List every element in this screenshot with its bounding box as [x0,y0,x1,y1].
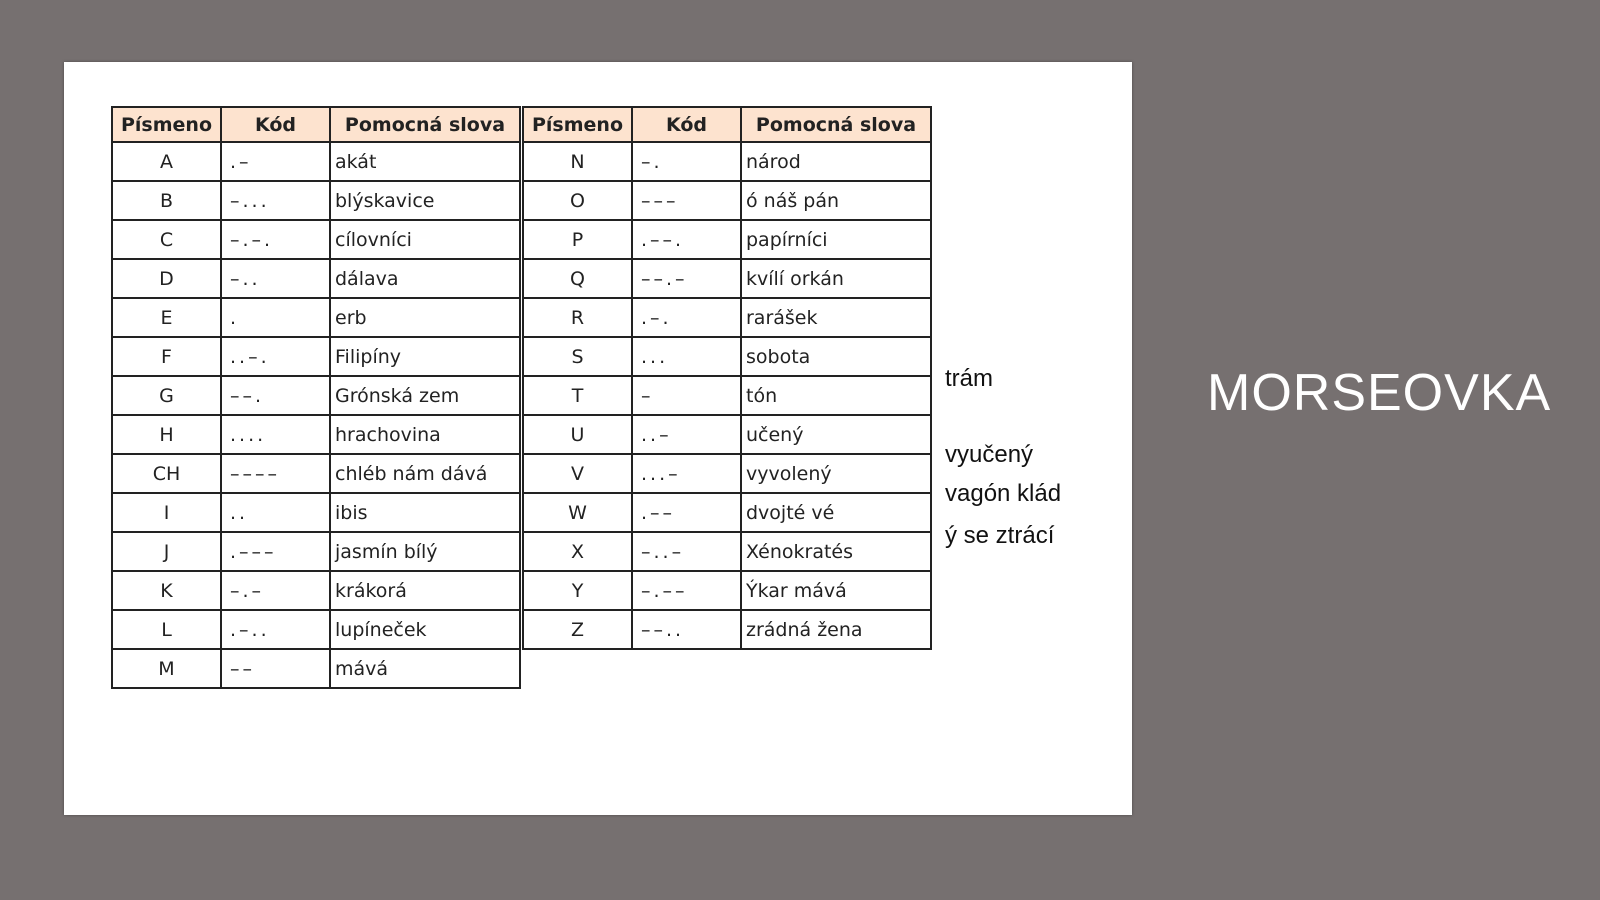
letter-cell: M [112,649,221,688]
letter-cell: G [112,376,221,415]
mnemonic-word-cell: Grónská zem [330,376,520,415]
mnemonic-word-cell: učený [741,415,931,454]
letter-cell: J [112,532,221,571]
morse-code-cell: –. [632,142,741,181]
header-word: Pomocná slova [741,107,931,142]
morse-table-right [522,106,932,650]
mnemonic-word-cell: akát [330,142,520,181]
table-row [112,142,520,181]
mnemonic-word-cell: sobota [741,337,931,376]
mnemonic-word-cell: hrachovina [330,415,520,454]
mnemonic-word-cell: cílovníci [330,220,520,259]
letter-cell: N [523,142,632,181]
table-row [112,532,520,571]
table-row [112,571,520,610]
letter-cell: X [523,532,632,571]
letter-cell: O [523,181,632,220]
morse-code-cell: .–. [632,298,741,337]
morse-code-cell: ..–. [221,337,330,376]
mnemonic-word-cell: vyvolený [741,454,931,493]
table-header-row [523,107,931,142]
morse-code-cell: – [632,376,741,415]
mnemonic-word-cell: rarášek [741,298,931,337]
morse-code-cell: ... [632,337,741,376]
morse-code-cell: ––.– [632,259,741,298]
note-vagon-klad: vagón klád [945,480,1062,507]
table-header-row [112,107,520,142]
letter-cell: V [523,454,632,493]
table-row [523,337,931,376]
mnemonic-word-cell: Filipíny [330,337,520,376]
letter-cell: W [523,493,632,532]
mnemonic-word-cell: dálava [330,259,520,298]
morse-code-cell: .– [221,142,330,181]
morse-code-cell: ..– [632,415,741,454]
table-row [523,181,931,220]
letter-cell: F [112,337,221,376]
morse-code-cell: –.. [221,259,330,298]
letter-cell: K [112,571,221,610]
letter-cell: B [112,181,221,220]
mnemonic-word-cell: blýskavice [330,181,520,220]
table-row [112,415,520,454]
header-word: Pomocná slova [330,107,520,142]
letter-cell: U [523,415,632,454]
mnemonic-word-cell: dvojté vé [741,493,931,532]
mnemonic-word-cell: krákorá [330,571,520,610]
mnemonic-word-cell: mává [330,649,520,688]
table-row [112,376,520,415]
morse-code-cell: .. [221,493,330,532]
letter-cell: Y [523,571,632,610]
letter-cell: Q [523,259,632,298]
table-row [523,454,931,493]
mnemonic-word-cell: erb [330,298,520,337]
table-row [112,220,520,259]
morse-code-cell: .––. [632,220,741,259]
table-row [523,532,931,571]
slide-card [64,62,1132,815]
morse-code-cell: .–– [632,493,741,532]
letter-cell: H [112,415,221,454]
letter-cell: R [523,298,632,337]
letter-cell: T [523,376,632,415]
morse-code-cell: –––– [221,454,330,493]
morse-code-cell: –..– [632,532,741,571]
letter-cell: Z [523,610,632,649]
mnemonic-word-cell: ó náš pán [741,181,931,220]
table-row [523,415,931,454]
table-row [523,571,931,610]
mnemonic-word-cell: Ýkar mává [741,571,931,610]
table-row [112,454,520,493]
mnemonic-word-cell: chléb nám dává [330,454,520,493]
mnemonic-word-cell: lupíneček [330,610,520,649]
table-row [112,181,520,220]
mnemonic-word-cell: ibis [330,493,520,532]
morse-code-cell: ––.. [632,610,741,649]
letter-cell: A [112,142,221,181]
header-code: Kód [632,107,741,142]
morse-code-cell: –.–. [221,220,330,259]
morse-code-cell: –– [221,649,330,688]
table-row [112,337,520,376]
table-row [523,298,931,337]
table-row [523,220,931,259]
letter-cell: D [112,259,221,298]
mnemonic-word-cell: papírníci [741,220,931,259]
mnemonic-word-cell: Xénokratés [741,532,931,571]
morse-code-cell: . [221,298,330,337]
note-y-se-ztraci: ý se ztrácí [945,522,1055,549]
morse-code-cell: .––– [221,532,330,571]
morse-code-cell: –.–– [632,571,741,610]
table-row [523,259,931,298]
morse-code-cell: –.– [221,571,330,610]
header-letter: Písmeno [523,107,632,142]
mnemonic-word-cell: jasmín bílý [330,532,520,571]
letter-cell: E [112,298,221,337]
slide-title: MORSEOVKA [1207,364,1552,422]
table-row [523,142,931,181]
table-row [523,493,931,532]
morse-code-cell: ––– [632,181,741,220]
morse-code-cell: .... [221,415,330,454]
mnemonic-word-cell: kvílí orkán [741,259,931,298]
table-row [112,298,520,337]
table-row [523,376,931,415]
mnemonic-word-cell: zrádná žena [741,610,931,649]
letter-cell: S [523,337,632,376]
morse-code-cell: –... [221,181,330,220]
morse-code-cell: ––. [221,376,330,415]
table-row [523,610,931,649]
mnemonic-word-cell: národ [741,142,931,181]
header-letter: Písmeno [112,107,221,142]
table-row [112,610,520,649]
header-code: Kód [221,107,330,142]
mnemonic-word-cell: tón [741,376,931,415]
letter-cell: CH [112,454,221,493]
morse-code-cell: .–.. [221,610,330,649]
letter-cell: C [112,220,221,259]
table-row [112,493,520,532]
note-tram: trám [945,365,993,392]
table-row [112,259,520,298]
morse-code-cell: ...– [632,454,741,493]
note-vyuceny: vyučený [945,441,1034,468]
table-row [112,649,520,688]
letter-cell: P [523,220,632,259]
letter-cell: I [112,493,221,532]
letter-cell: L [112,610,221,649]
morse-table-left [111,106,521,689]
